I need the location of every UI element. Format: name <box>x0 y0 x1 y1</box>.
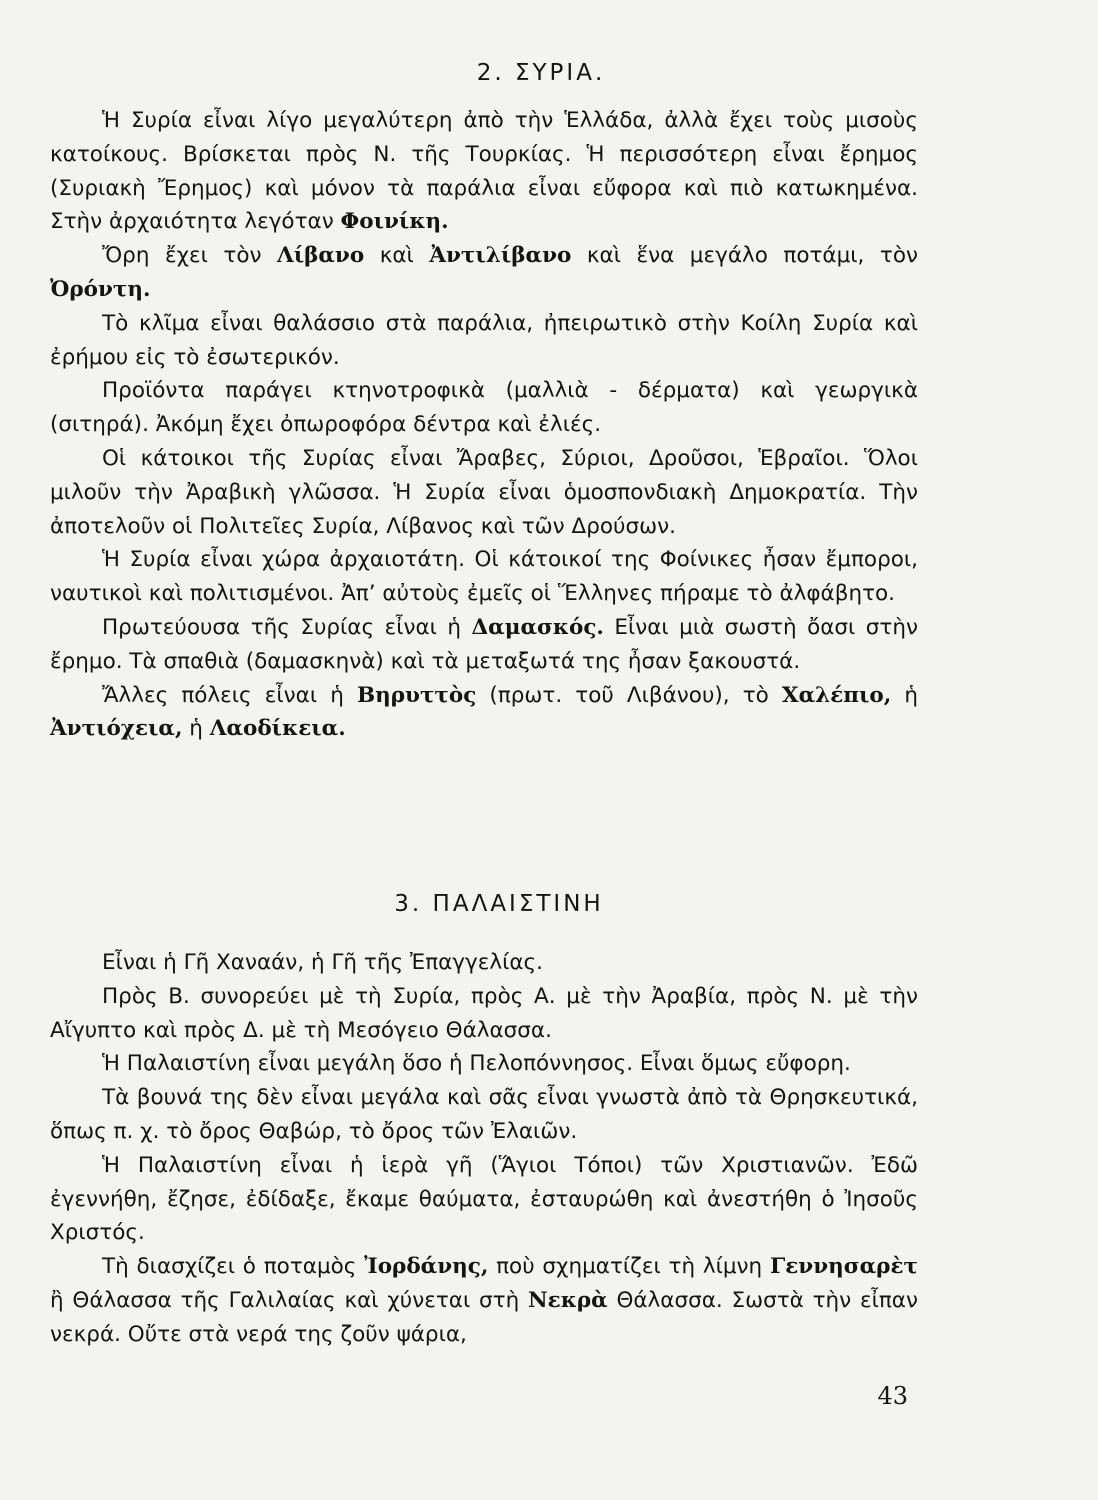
bold-term: Δαμασκός. <box>471 614 604 640</box>
text-run: Ἡ Συρία εἶναι χώρα ἀρχαιοτάτη. Οἱ κάτοικοί της Φοίνικες ἦσαν ἔμποροι, ναυτικοὶ καὶ πολιτισμένοι. Ἀπ’ αὐτοὺς ἐμεῖς οἱ Ἕλληνες πήραμε τὸ ἀλφάβητο. <box>50 547 918 607</box>
text-run: Ἄλλες πόλεις εἶναι ἡ <box>102 682 357 708</box>
bold-term: Φοινίκη. <box>340 209 449 235</box>
paragraph <box>50 239 918 307</box>
bold-term: Νεκρὰ <box>528 1287 608 1313</box>
text-run: ἡ <box>182 716 210 742</box>
paragraph <box>50 374 918 442</box>
bold-term: Λαοδίκεια. <box>209 716 346 742</box>
bold-term: Ἀντιόχεια, <box>50 716 183 742</box>
bold-term: Ἀντιλίβανο <box>429 243 572 269</box>
paragraph <box>50 1149 918 1250</box>
bold-term: Ὀρόντη. <box>50 276 151 302</box>
bold-term: Χαλέπιο, <box>781 682 892 708</box>
paragraph <box>50 543 918 611</box>
text-run: Εἶναι μιὰ σωστὴ ὄασι στὴν ἔρημο. Τὰ σπαθιὰ (δαμασκηνὰ) καὶ τὰ μεταξωτά της ἦσαν ξακουστά. <box>50 614 918 674</box>
text-run: Εἶναι ἡ Γῆ Χαναάν, ἡ Γῆ τῆς Ἐπαγγελίας. <box>102 950 544 975</box>
bold-term: Γεννησαρὲτ <box>769 1254 918 1280</box>
paragraph <box>50 442 918 543</box>
text-run: Οἱ κάτοικοι τῆς Συρίας εἶναι Ἄραβες, Σύριοι, Δροῦσοι, Ἑβραῖοι. Ὅλοι μιλοῦν τὴν Ἀραβικὴ γλῶσσα. Ἡ Συρία εἶναι ὁμοσπονδιακὴ Δημοκρατία. Τὴν ἀποτελοῦν οἱ Πολιτεῖες Συρία, Λίβανος καὶ τῶν Δρούσων. <box>50 445 918 539</box>
text-run: ἡ <box>891 682 918 708</box>
paragraph <box>50 1250 918 1351</box>
paragraph <box>50 679 918 747</box>
paragraph <box>50 307 918 375</box>
bold-term: Ἰορδάνης, <box>364 1254 489 1280</box>
text-run: Τὸ κλῖμα εἶναι θαλάσσιο στὰ παράλια, ἠπειρωτικὸ στὴν Κοίλη Συρία καὶ ἐρήμου εἰς τὸ ἐσωτερικόν. <box>50 310 918 370</box>
paragraph <box>50 946 918 980</box>
text-run: καὶ ἕνα μεγάλο ποτάμι, τὸν <box>571 243 918 269</box>
paragraph <box>50 980 918 1048</box>
text-run: Τὰ βουνά της δὲν εἶναι μεγάλα καὶ σᾶς εἶναι γνωστὰ ἀπὸ τὰ Θρησκευτικά, ὅπως π. χ. τὸ ὄρος Θαβώρ, τὸ ὄρος τῶν Ἐλαιῶν. <box>50 1085 918 1144</box>
text-run: Ὄρη ἔχει τὸν <box>102 243 278 269</box>
text-run: ἢ Θάλασσα τῆς Γαλιλαίας καὶ χύνεται στὴ <box>50 1287 528 1313</box>
bold-term: Λίβανο <box>277 243 365 269</box>
section-body-palestine <box>50 946 918 1352</box>
section-body-syria <box>50 104 918 746</box>
bold-term: Βηρυττὸς <box>356 682 477 708</box>
text-run: Ἡ Παλαιστίνη εἶναι ἡ ἱερὰ γῆ (Ἅγιοι Τόποι) τῶν Χριστιανῶν. Ἐδῶ ἐγεννήθη, ἔζησε, ἐδίδαξε, ἔκαμε θαύματα, ἐσταυρώθη καὶ ἀνεστήθη ὁ Ἰησοῦς Χριστός. <box>50 1152 918 1246</box>
paragraph <box>50 104 918 239</box>
text-run: Ἡ Συρία εἶναι λίγο μεγαλύτερη ἀπὸ τὴν Ἑλλάδα, ἀλλὰ ἔχει τοὺς μισοὺς κατοίκους. Βρίσκεται πρὸς Ν. τῆς Τουρκίας. Ἡ περισσότερη εἶναι ἔρημος (Συριακὴ Ἔρημος) καὶ μόνον τὰ παράλια εἶναι εὔφορα καὶ πιὸ κατωκημένα. Στὴν ἀρχαιότητα λεγόταν <box>50 108 918 235</box>
text-run: Πρωτεύουσα τῆς Συρίας εἶναι ἡ <box>102 614 472 640</box>
text-run: Προϊόντα παράγει κτηνοτροφικὰ (μαλλιὰ - δέρματα) καὶ γεωργικὰ (σιτηρά). Ἀκόμη ἔχει ὀπωροφόρα δέντρα καὶ ἐλιές. <box>50 378 918 438</box>
page-number: 43 <box>877 1382 908 1410</box>
paragraph <box>50 1081 918 1149</box>
text-run: Πρὸς Β. συνορεύει μὲ τὴ Συρία, πρὸς Α. μὲ τὴν Ἀραβία, πρὸς Ν. μὲ τὴν Αἴγυπτο καὶ πρὸς Δ. μὲ τὴ Μεσόγειο Θάλασσα. <box>50 983 918 1043</box>
text-run: Ἡ Παλαιστίνη εἶναι μεγάλη ὅσο ἡ Πελοπόννησος. Εἶναι ὅμως εὔφορη. <box>102 1051 851 1077</box>
paragraph <box>50 611 918 679</box>
text-run: ποὺ σχηματίζει τὴ λίμνη <box>488 1254 770 1280</box>
section-title-syria: 2. ΣΥΡΙΑ. <box>476 60 606 86</box>
text-run: (πρωτ. τοῦ Λιβάνου), τὸ <box>476 682 782 708</box>
paragraph <box>50 1047 918 1081</box>
section-title-palestine: 3. ΠΑΛΑΙΣΤΙΝΗ <box>394 891 604 917</box>
text-run: Τὴ διασχίζει ὁ ποταμὸς <box>102 1254 365 1280</box>
text-run: καὶ <box>364 243 430 269</box>
text-run: Θάλασσα. Σωστὰ τὴν εἶπαν νεκρά. Οὔτε στὰ νερά της ζοῦν ψάρια, <box>50 1287 918 1347</box>
